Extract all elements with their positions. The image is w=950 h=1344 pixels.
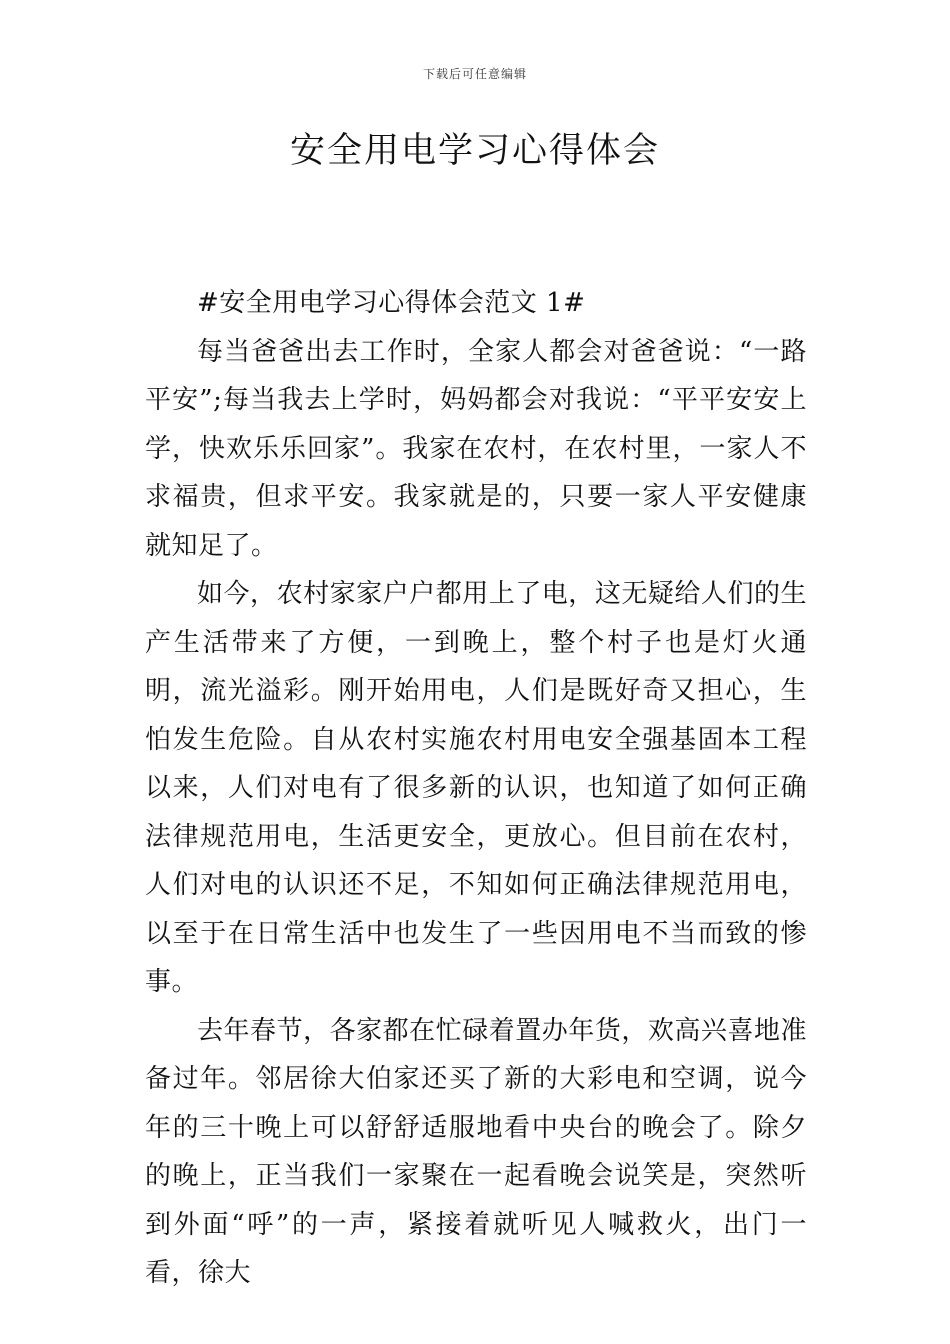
header-note: 下载后可任意编辑	[422, 67, 527, 81]
body-paragraph: 去年春节，各家都在忙碌着置办年货，欢高兴喜地准备过年。邻居徐大伯家还买了新的大彩电和空调，说今年的三十晚上可以舒舒适服地看中央台的晚会了。除夕的晚上，正当我们一家聚在一起看晚会说笑是，突然听到外面“呼”的一声，紧接着就听见人喊救火，出门一看，徐大	[145, 1015, 807, 1288]
body-paragraph: 每当爸爸出去工作时，全家人都会对爸爸说：“一路平安”;每当我去上学时，妈妈都会对我说：“平平安安上学，快欢乐乐回家”。我家在农村，在农村里，一家人不求福贵，但求平安。我家就是的，只要一家人平安健康就知足了。	[145, 336, 807, 561]
body-paragraph: 如今，农村家家户户都用上了电，这无疑给人们的生产生活带来了方便，一到晚上，整个村子也是灯火通明，流光溢彩。刚开始用电，人们是既好奇又担心，生怕发生危险。自从农村实施农村用电安全强基固本工程以来，人们对电有了很多新的认识，也知道了如何正确法律规范用电，生活更安全，更放心。但目前在农村，人们对电的认识还不足，不知如何正确法律规范用电，以至于在日常生活中也发生了一些因用电不当而致的惨事。	[145, 579, 807, 997]
section-heading: #安全用电学习心得体会范文 1#	[197, 288, 586, 318]
document-body	[145, 279, 807, 1298]
document-title: 安全用电学习心得体会	[289, 131, 660, 171]
